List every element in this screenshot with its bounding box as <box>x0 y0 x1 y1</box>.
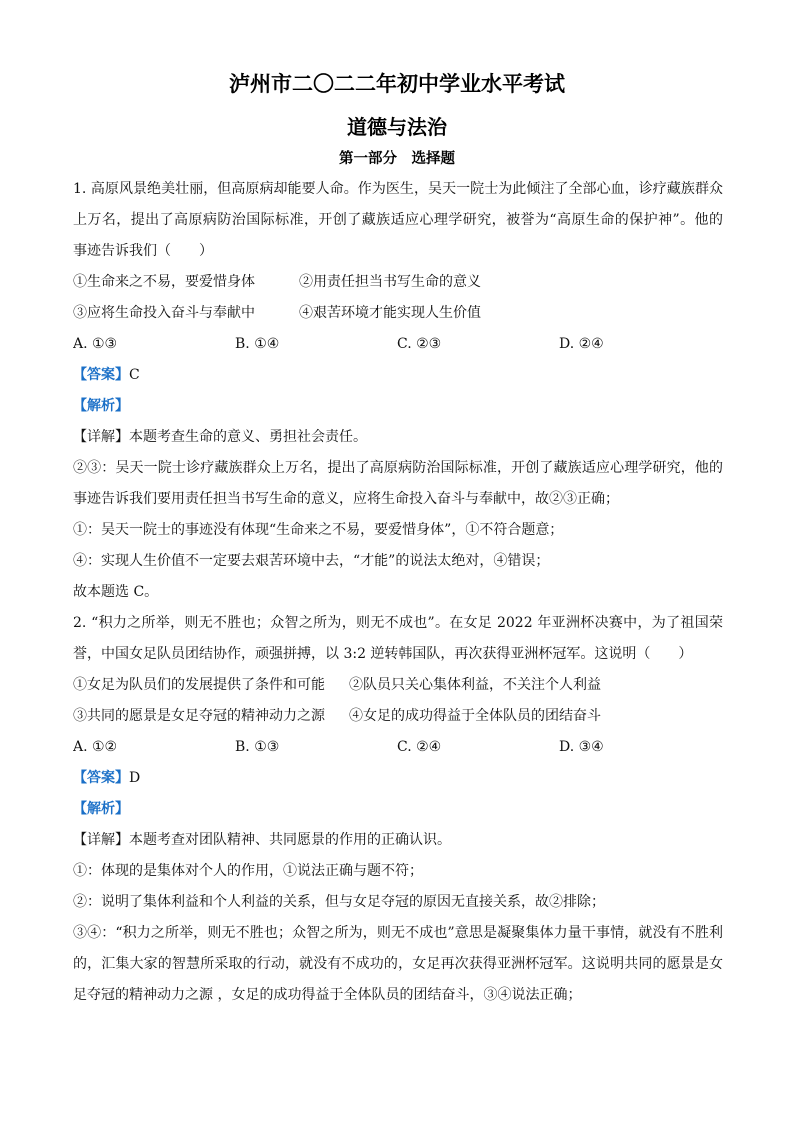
q1-stem-line: 1. 高原风景绝美壮丽，但高原病却能要人命。作为医生，吴天一院士为此倾注了全部心血，诊疗藏族群众 <box>73 181 723 197</box>
detail-text: 本题考查生命的意义、勇担社会责任。 <box>129 429 367 445</box>
analysis-tag: 【解析】 <box>73 801 129 817</box>
q1-conclusion: 故本题选 C。 <box>73 584 159 600</box>
q2-options-row <box>73 670 723 701</box>
q1-explanation-line: ②③：吴天一院士诊疗藏族群众上万名，提出了高原病防治国际标准，开创了藏族适应心理学研究，他的 <box>73 460 723 476</box>
q1-option: ③应将生命投入奋斗与奉献中 <box>73 305 255 321</box>
q2-option: ④女足的成功得益于全体队员的团结奋斗 <box>349 708 601 724</box>
q1-detail <box>73 422 723 453</box>
q1-explanation-line: ④：实现人生价值不一定要去艰苦环境中去，“才能”的说法太绝对，④错误； <box>73 553 550 569</box>
q2-option: ③共同的愿景是女足夺冠的精神动力之源 <box>73 708 325 724</box>
subject-title: 道德与法治 <box>347 115 447 139</box>
q2-explanation-line: ②：说明了集体利益和个人利益的关系，但与女足夺冠的原因无直接关系，故②排除； <box>73 894 605 910</box>
answer-value: C <box>129 367 140 383</box>
q2-choices <box>73 732 723 763</box>
q1-choices <box>73 329 723 360</box>
q1-option: ①生命来之不易，要爱惜身体 <box>73 274 255 290</box>
q1-choice: D. ②④ <box>559 336 604 352</box>
q1-options-row <box>73 298 723 329</box>
analysis-tag: 【解析】 <box>73 398 129 414</box>
q2-explanation-line: 足夺冠的精神动力之源 ，女足的成功得益于全体队员的团结奋斗，③④说法正确； <box>73 987 582 1003</box>
detail-text: 本题考查对团队精神、共同愿景的作用的正确认识。 <box>129 832 451 848</box>
q1-stem-line: 事迹告诉我们（ ） <box>73 243 213 259</box>
q2-explanation-line: 的，汇集大家的智慧所采取的行动，就没有不成功的，女足再次获得亚洲杯冠军。这说明共同的愿景是女 <box>73 956 723 972</box>
exam-title: 泸州市二〇二二年初中学业水平考试 <box>229 72 565 96</box>
q2-stem-line: 2. “积力之所举，则无不胜也；众智之所为，则无不成也”。在女足 2022 年亚洲杯决赛中，为了祖国荣 <box>73 615 723 631</box>
answer-tag: 【答案】 <box>73 367 129 383</box>
q2-analysis <box>73 794 723 825</box>
q2-choice: C. ②④ <box>397 739 442 755</box>
detail-tag: 【详解】 <box>73 429 129 445</box>
detail-tag: 【详解】 <box>73 832 129 848</box>
q2-choice: B. ①③ <box>235 739 280 755</box>
section-title: 第一部分 选择题 <box>339 151 455 167</box>
q2-choice: A. ①② <box>73 739 118 755</box>
q2-options-row <box>73 701 723 732</box>
q1-option: ②用责任担当书写生命的意义 <box>299 274 481 290</box>
q1-analysis <box>73 391 723 422</box>
q1-option: ④艰苦环境才能实现人生价值 <box>299 305 481 321</box>
q1-explanation-line: 事迹告诉我们要用责任担当书写生命的意义，应将生命投入奋斗与奉献中，故②③正确； <box>73 491 619 507</box>
q1-stem-line: 上万名，提出了高原病防治国际标准，开创了藏族适应心理学研究，被誉为“高原生命的保护神”。他的 <box>73 212 723 228</box>
q2-answer <box>73 763 723 794</box>
q1-choice: C. ②③ <box>397 336 442 352</box>
q1-answer <box>73 360 723 391</box>
q1-choice: A. ①③ <box>73 336 118 352</box>
q1-explanation-line: ①：吴天一院士的事迹没有体现“生命来之不易，要爱惜身体”，①不符合题意； <box>73 522 564 538</box>
q2-stem-line: 誉，中国女足队员团结协作，顽强拼搏，以 3:2 逆转韩国队，再次获得亚洲杯冠军。这说明（ ） <box>73 646 693 662</box>
q2-option: ②队员只关心集体利益，不关注个人利益 <box>349 677 601 693</box>
document-body <box>73 174 723 1011</box>
q2-explanation-line: ③④：“积力之所举，则无不胜也；众智之所为，则无不成也”意思是凝聚集体力量干事情，就没有不胜利 <box>73 925 723 941</box>
q2-option: ①女足为队员们的发展提供了条件和可能 <box>73 677 325 693</box>
q1-options-row <box>73 267 723 298</box>
answer-value: D <box>129 770 141 786</box>
q2-detail <box>73 825 723 856</box>
answer-tag: 【答案】 <box>73 770 129 786</box>
q2-choice: D. ③④ <box>559 739 604 755</box>
q1-choice: B. ①④ <box>235 336 280 352</box>
q2-explanation-line: ①：体现的是集体对个人的作用，①说法正确与题不符； <box>73 863 423 879</box>
